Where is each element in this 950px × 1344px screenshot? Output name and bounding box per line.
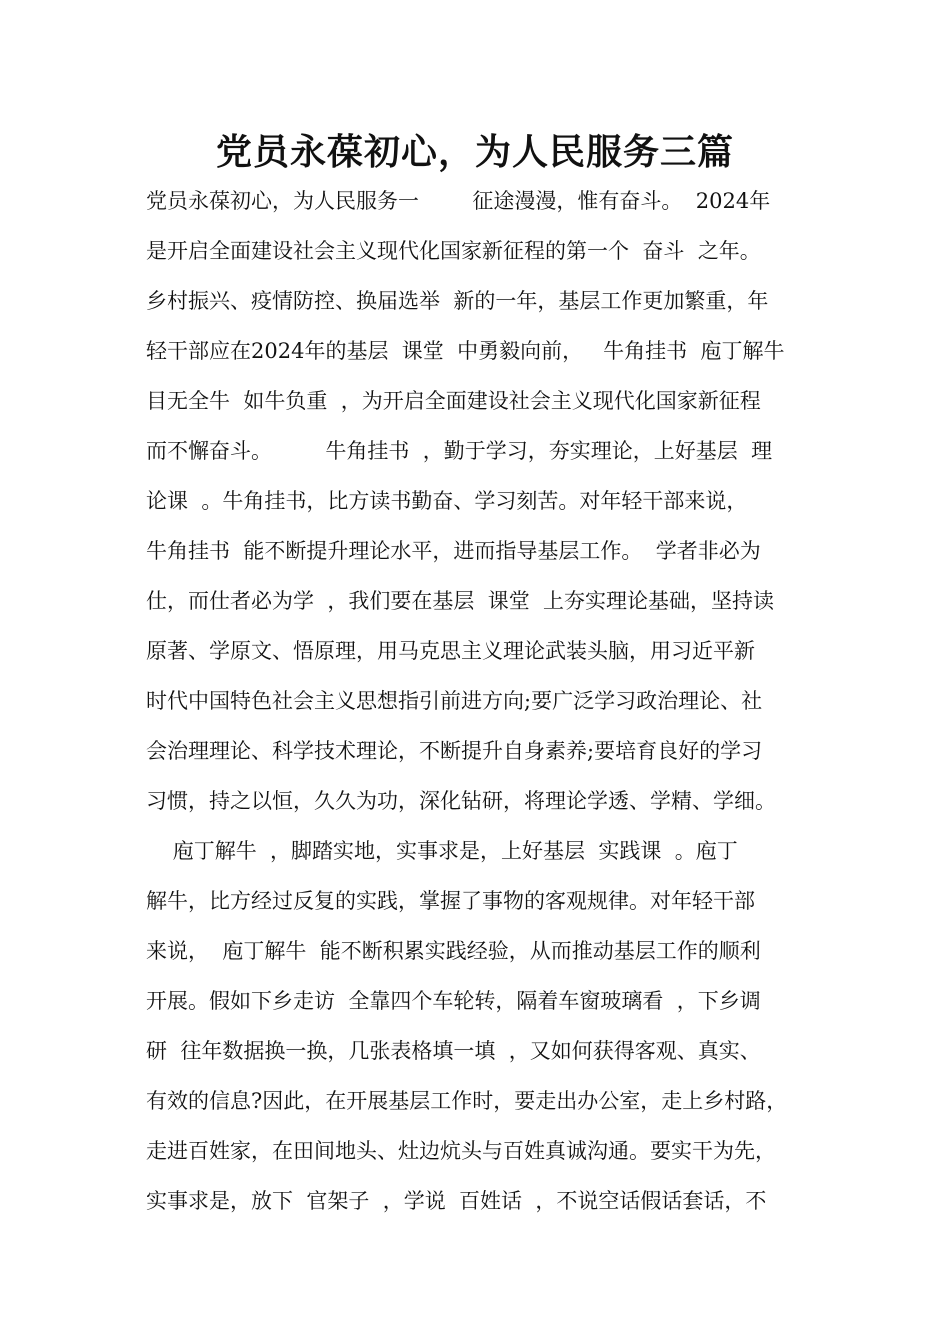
body-line: 实事求是，放下 官架子 ，学说 百姓话 ，不说空话假话套话，不	[146, 1189, 767, 1213]
body-line: 目无全牛 如牛负重 ，为开启全面建设社会主义现代化国家新征程	[146, 389, 761, 413]
body-line: 时代中国特色社会主义思想指引前进方向;要广泛学习政治理论、社	[146, 689, 763, 713]
body-line: 会治理理论、科学技术理论，不断提升自身素养;要培育良好的学习	[146, 739, 763, 763]
body-line: 来说， 庖丁解牛 能不断积累实践经验，从而推动基层工作的顺利	[146, 939, 761, 963]
body-line: 论课 。牛角挂书，比方读书勤奋、学习刻苦。对年轻干部来说，	[146, 489, 748, 513]
body-line: 乡村振兴、疫情防控、换届选举 新的一年，基层工作更加繁重，年	[146, 289, 769, 313]
body-line: 原著、学原文、悟原理，用马克思主义理论武装头脑，用习近平新	[146, 639, 755, 663]
body-line: 解牛，比方经过反复的实践，掌握了事物的客观规律。对年轻干部	[146, 889, 755, 913]
body-line: 有效的信息?因此，在开展基层工作时，要走出办公室，走上乡村路，	[146, 1089, 788, 1113]
body-line: 是开启全面建设社会主义现代化国家新征程的第一个 奋斗 之年。	[146, 239, 761, 263]
body-line: 庖丁解牛 ，脚踏实地，实事求是，上好基层 实践课 。庖丁	[146, 839, 738, 863]
body-line: 仕，而仕者必为学 ，我们要在基层 课堂 上夯实理论基础，坚持读	[146, 589, 775, 613]
document-body	[146, 176, 826, 1226]
body-line: 牛角挂书 能不断提升理论水平，进而指导基层工作。 学者非必为	[146, 539, 761, 563]
body-line: 研 往年数据换一换，几张表格填一填 ，又如何获得客观、真实、	[146, 1039, 761, 1063]
body-line: 走进百姓家，在田间地头、灶边炕头与百姓真诚沟通。要实干为先，	[146, 1139, 776, 1163]
body-line: 开展。假如下乡走访 全靠四个车轮转，隔着车窗玻璃看 ，下乡调	[146, 989, 761, 1013]
body-line: 习惯，持之以恒，久久为功，深化钻研，将理论学透、学精、学细。	[146, 789, 776, 813]
body-line: 党员永葆初心，为人民服务一 征途漫漫，惟有奋斗。 2024年	[146, 189, 771, 213]
body-line: 而不懈奋斗。 牛角挂书 ，勤于学习，夯实理论，上好基层 理	[146, 439, 773, 463]
document-title: 党员永葆初心，为人民服务三篇	[215, 132, 734, 173]
body-line: 轻干部应在2024年的基层 课堂 中勇毅向前， 牛角挂书 庖丁解牛	[146, 339, 785, 363]
